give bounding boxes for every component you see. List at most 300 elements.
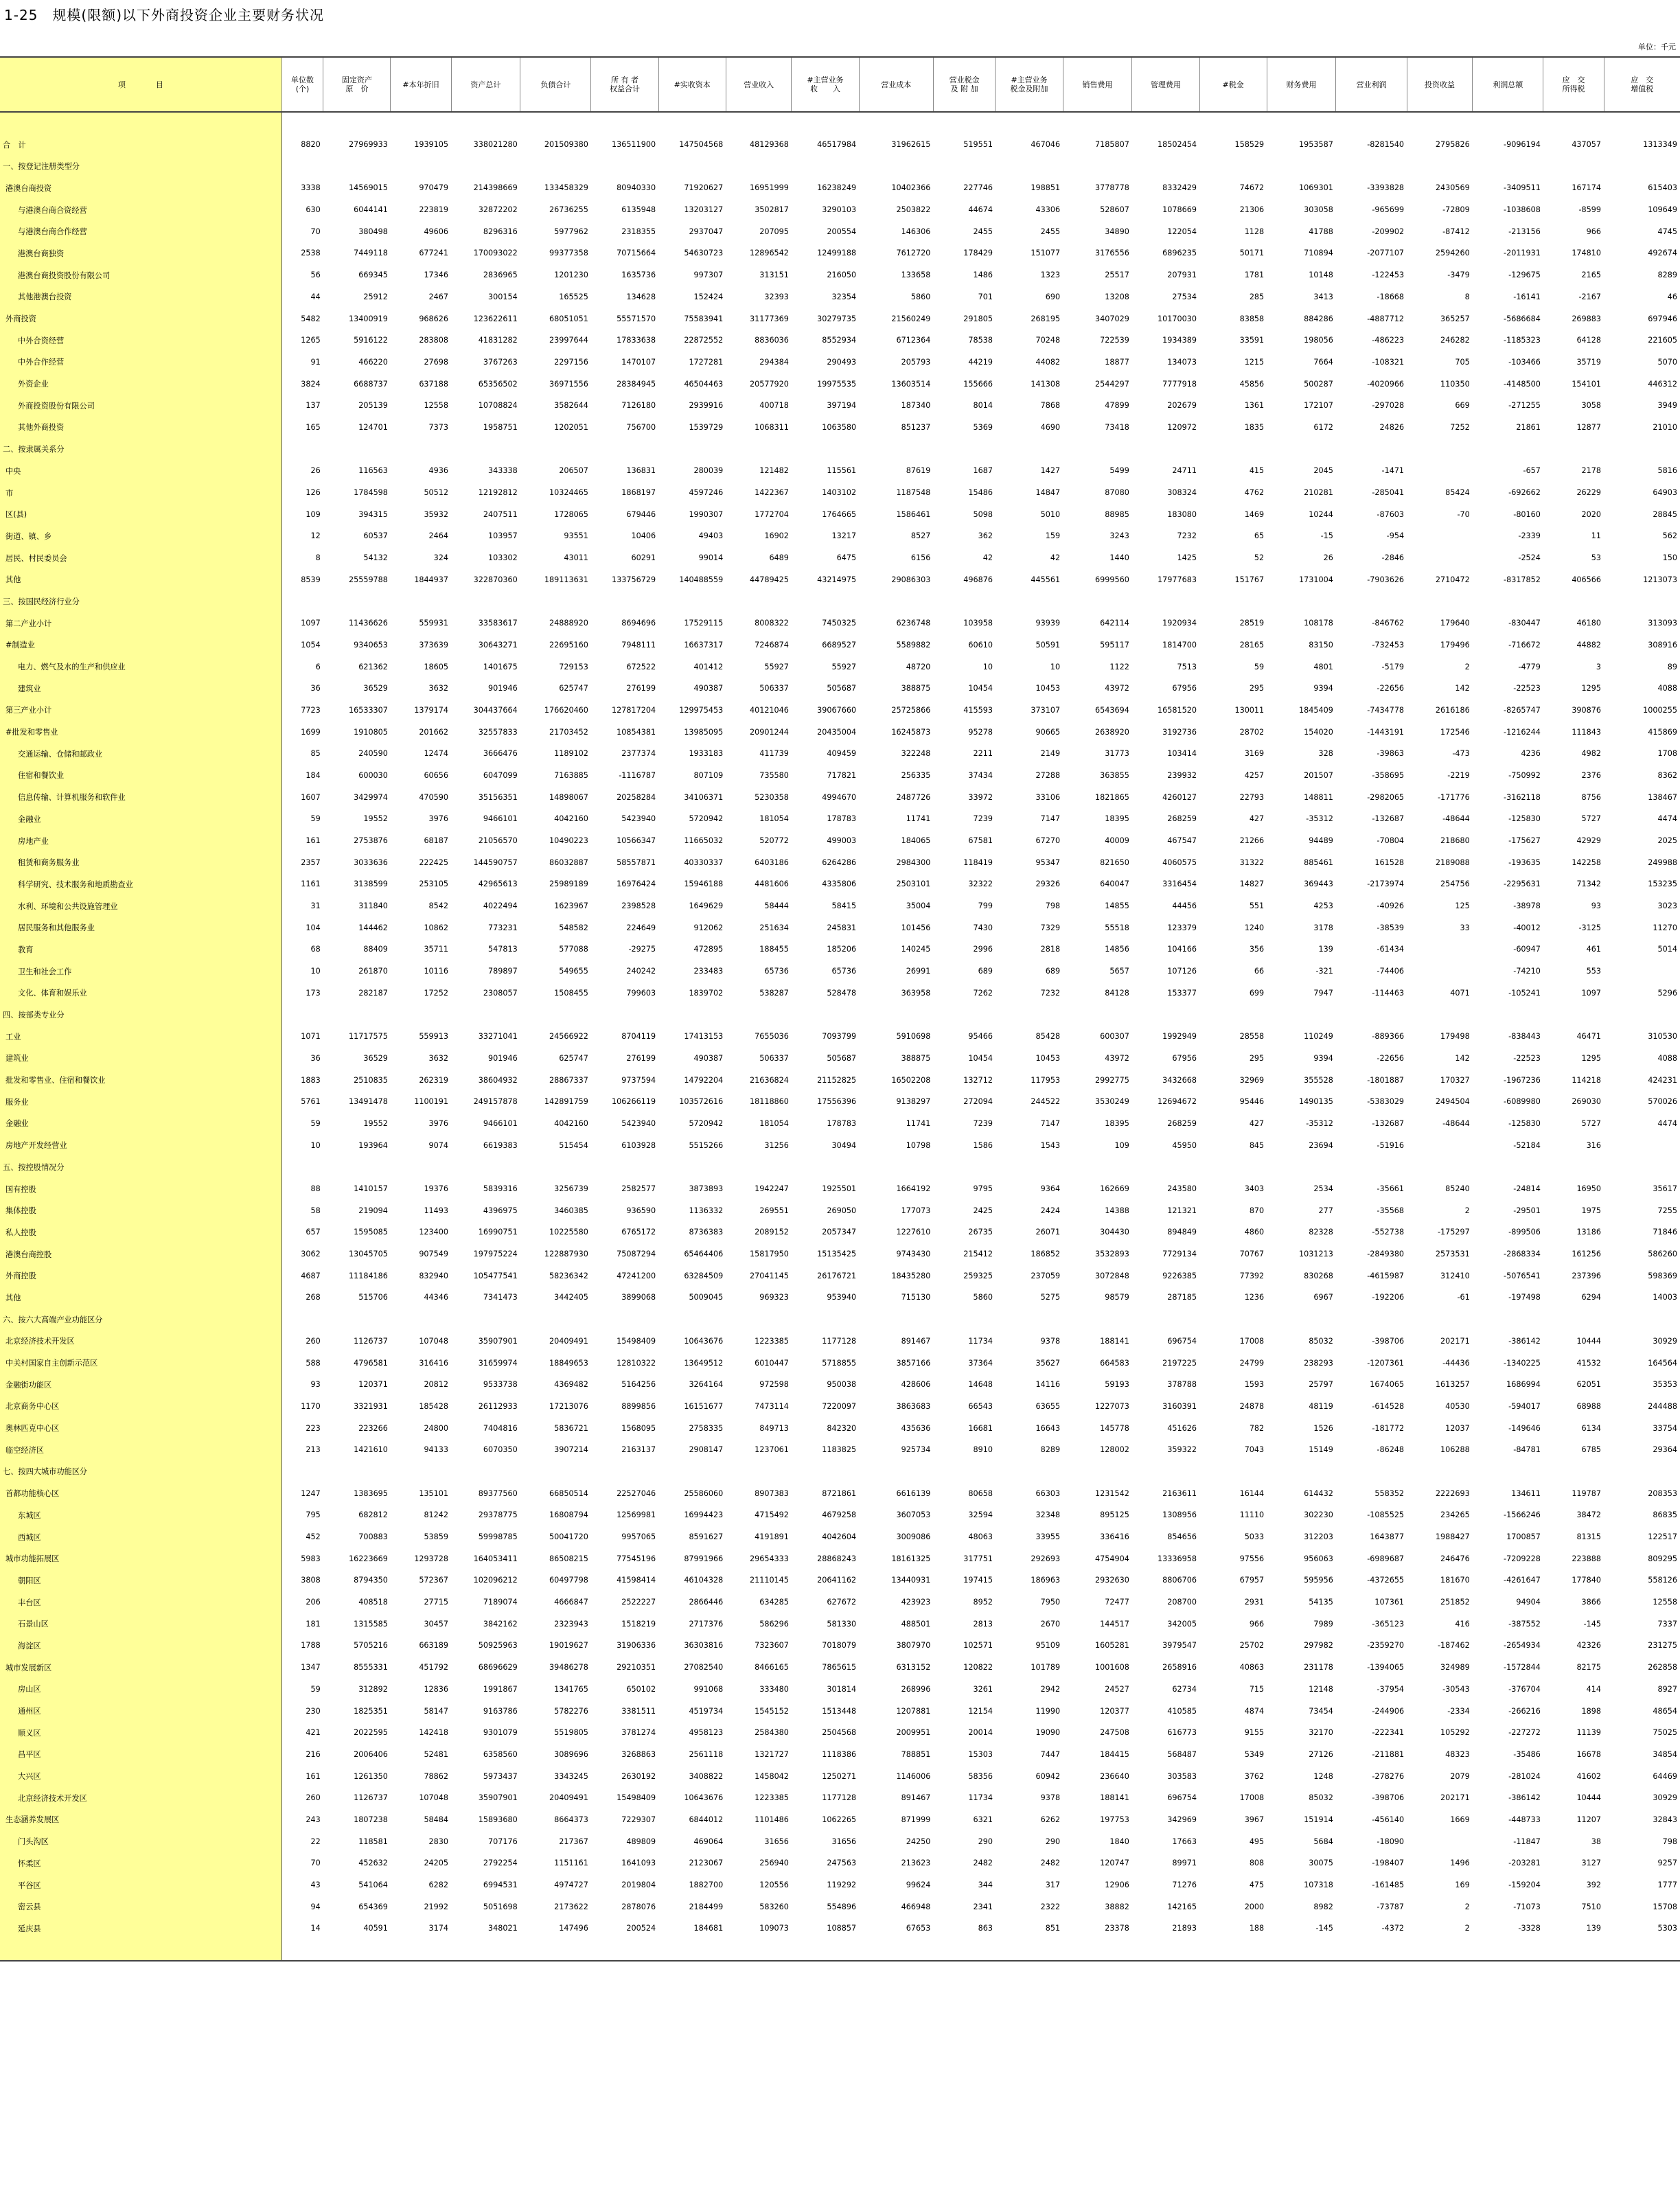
table-cell [1604,1004,1680,1026]
table-cell: 291805 [963,314,993,323]
table-cell: -4372 [1381,1924,1405,1933]
table-row [0,1852,1680,1874]
table-cell: 7252 [1450,422,1470,432]
table-cell: 3778778 [1095,183,1129,193]
table-cell: 595956 [1304,1576,1333,1585]
table-cell: 625747 [559,1053,588,1063]
table-cell: 99624 [906,1880,931,1890]
table-cell: 308324 [1167,488,1197,498]
table-cell [658,155,726,177]
table-cell: 400718 [759,401,789,411]
table-cell: 24799 [1239,1358,1265,1368]
table-cell: 3192736 [1162,727,1197,737]
table-cell: 197415 [963,1576,993,1585]
table-cell: 2123067 [689,1859,724,1868]
table-cell [281,1004,323,1026]
table-cell: 2211 [973,749,993,759]
table-cell: 1189102 [554,749,588,759]
table-cell: 294384 [759,357,789,367]
table-cell: 107048 [419,1793,449,1803]
table-cell: 30279735 [817,314,857,323]
table-cell: 795 [306,1510,321,1520]
table-cell [726,1004,792,1026]
table-cell: 6489 [769,553,789,563]
table-cell: 2984300 [896,858,931,867]
table-cell: 11734 [968,1336,993,1346]
table-row [0,1069,1680,1091]
table-cell: 80940330 [617,183,656,193]
table-cell: 2165 [1581,271,1602,280]
table-cell: 5303 [1657,1924,1677,1933]
table-cell: 2 [1464,1206,1470,1215]
table-cell: 1236 [1244,1293,1265,1302]
table-cell: 925734 [901,1445,931,1455]
table-cell: 365257 [1440,314,1470,323]
table-row [0,1548,1680,1569]
table-cell: 452 [306,1532,321,1542]
table-cell: 729153 [559,662,588,671]
table-cell: 2019804 [621,1880,656,1890]
row-label: 密云县 [0,1896,281,1918]
table-cell: 12154 [968,1706,993,1716]
table-cell: 3009086 [896,1532,931,1542]
table-cell: 6172 [1313,422,1333,432]
table-cell: -1038608 [1504,205,1541,215]
table-cell [1407,155,1473,177]
table-cell: -3393828 [1367,183,1405,193]
table-cell: 256335 [901,770,931,780]
table-cell: 2538 [301,249,321,258]
table-cell: 1772704 [755,509,789,519]
table-cell: 197753 [1100,1815,1129,1824]
row-label: 与港澳台商合资经营 [0,199,281,221]
table-cell: 5051698 [483,1902,518,1911]
table-cell: 2594260 [1435,249,1470,258]
table-cell: 295 [1249,684,1265,693]
table-row [0,308,1680,330]
table-cell: 13217 [831,531,857,541]
table-cell [1199,1461,1267,1483]
table-cell: 16902 [764,531,789,541]
row-label [0,112,281,134]
table-cell: 1201230 [554,271,588,280]
table-cell: 77545196 [617,1554,656,1563]
table-cell: 86508215 [549,1554,588,1563]
table-cell: -125830 [1508,814,1541,824]
row-label: 信息传输、计算机服务和软件业 [0,786,281,808]
table-cell [591,438,658,460]
table-cell: 16151677 [684,1401,724,1411]
table-cell: 9074 [428,1140,449,1150]
table-cell: -4148500 [1504,379,1541,389]
table-cell: 2932630 [1095,1576,1129,1585]
table-cell: 13649512 [684,1358,724,1368]
table-cell: 65736 [764,967,789,976]
table-cell: 583260 [759,1902,789,1911]
table-cell: 559931 [419,619,449,628]
table-cell: 103414 [1167,749,1197,759]
table-cell: 260 [306,1793,321,1803]
table-row [0,1199,1680,1221]
table-cell [1199,1156,1267,1178]
table-cell: 2222693 [1435,1488,1470,1498]
table-cell: 410585 [1167,1706,1197,1716]
table-cell: 65 [1254,531,1265,541]
table-cell: 35617 [1653,1184,1677,1194]
column-header: 营业成本 [859,57,933,112]
row-label: 房地产开发经营业 [0,1134,281,1156]
table-cell: 83858 [1239,314,1265,323]
table-cell: 31656 [831,1837,857,1846]
table-cell: 85240 [1445,1184,1470,1194]
table-cell: 162669 [1100,1184,1129,1194]
table-cell: 95278 [968,727,993,737]
table-cell [281,1940,323,1962]
table-cell: 588 [306,1358,321,1368]
table-cell: 30929 [1653,1793,1677,1803]
table-cell: 6543694 [1095,705,1129,715]
table-cell: 1545152 [755,1706,789,1716]
table-cell: 414 [1586,1684,1602,1694]
column-header: 所 有 者 权益合计 [591,57,658,112]
table-cell: -227272 [1508,1728,1541,1738]
table-cell: 1586 [973,1140,993,1150]
table-cell: 12906 [1105,1880,1129,1890]
table-cell: 11139 [1576,1728,1602,1738]
table-cell: 49606 [424,227,449,236]
row-label: 朝阳区 [0,1569,281,1591]
table-cell: 48063 [968,1532,993,1542]
table-cell: 5349 [1244,1749,1265,1759]
table-cell: -40012 [1513,923,1541,932]
table-cell: 14569015 [348,183,388,193]
table-cell: 31322 [1239,858,1265,867]
table-cell: 467046 [1031,140,1061,150]
table-cell: 3866 [1581,1598,1602,1607]
table-cell: 35004 [906,901,931,911]
table-cell: 308916 [1648,640,1677,649]
table-row [0,1591,1680,1613]
table-cell: 120377 [1100,1706,1129,1716]
table-cell: 3807970 [896,1641,931,1650]
table-cell: 32843 [1653,1815,1677,1824]
table-cell: 1934389 [1162,336,1197,345]
table-cell: 151767 [1234,575,1265,584]
table-cell: -657 [1523,466,1541,476]
table-cell: 170093022 [473,249,518,258]
table-cell: 202171 [1440,1336,1470,1346]
table-cell: 77392 [1239,1271,1265,1280]
table-cell: -70 [1457,509,1470,519]
table-cell: 276199 [626,1053,656,1063]
table-cell: 717821 [827,770,857,780]
table-cell: 105292 [1440,1728,1470,1738]
row-label: 第三产业小计 [0,700,281,722]
table-cell: 845 [1249,1140,1265,1150]
table-row [0,568,1680,590]
table-cell: 303583 [1167,1771,1197,1781]
table-cell: 10862 [424,923,449,932]
table-cell: 33972 [968,792,993,802]
table-cell: 1240 [1244,923,1265,932]
table-cell: 24711 [1172,466,1197,476]
table-cell: 1401675 [483,662,518,671]
table-row [0,1809,1680,1831]
table-cell: 2866446 [689,1598,724,1607]
table-cell: 246282 [1440,336,1470,345]
table-cell: 3632 [428,1053,449,1063]
table-cell: 9466101 [483,1118,518,1128]
table-cell: 139 [1318,945,1333,954]
table-cell: 415869 [1648,727,1677,737]
table-cell: 85 [310,749,321,759]
table-cell: 2398528 [621,901,656,911]
table-cell: 21266 [1239,836,1265,846]
table-cell: 158529 [1234,140,1265,150]
table-cell: 78862 [424,1771,449,1781]
table-cell: 10324465 [549,488,588,498]
table-cell: 2464 [428,531,449,541]
table-cell: 44 [310,292,321,301]
table-cell: 33591 [1239,336,1265,345]
table-cell: 167174 [1572,183,1602,193]
table-cell: 8756 [1581,792,1602,802]
table-cell [1336,112,1407,134]
table-cell: 1728065 [554,509,588,519]
table-cell: 5727 [1581,1118,1602,1128]
table-cell: 1839702 [689,988,724,998]
table-cell: 630 [306,205,321,215]
table-cell: 52481 [424,1749,449,1759]
table-cell: 35627 [1035,1358,1061,1368]
table-cell: 285 [1249,292,1265,301]
table-cell: 3072848 [1095,1271,1129,1280]
table-cell: 2297156 [554,357,588,367]
table-cell: -35486 [1513,1749,1541,1759]
table-cell: 141308 [1031,379,1061,389]
table-cell: 46104328 [684,1576,724,1585]
table-cell: -74406 [1377,967,1405,976]
table-cell: 88409 [363,945,388,954]
table-cell: 64469 [1653,1771,1677,1781]
table-cell [281,590,323,612]
table-cell: 66303 [1035,1488,1061,1498]
table-cell: 637188 [419,379,449,389]
table-cell: 176620460 [544,705,588,715]
table-cell: 4335806 [822,879,857,889]
table-cell: 28558 [1239,1032,1265,1042]
table-cell: 25797 [1309,1380,1333,1390]
table-cell [933,1940,996,1962]
table-cell: 6135948 [621,205,656,215]
table-cell: 3 [1596,662,1602,671]
row-label: 房山区 [0,1679,281,1701]
table-cell: 5839316 [483,1184,518,1194]
table-cell: 1227073 [1095,1401,1129,1411]
table-cell: 9394 [1313,1053,1333,1063]
table-cell [451,438,520,460]
table-cell: 1821865 [1095,792,1129,802]
table-cell: 342969 [1167,1815,1197,1824]
table-row [0,330,1680,352]
table-cell: 469064 [693,1837,724,1846]
table-cell [1199,155,1267,177]
table-cell: 362 [978,531,993,541]
table-cell [859,590,933,612]
table-cell: 1403102 [822,488,857,498]
table-cell [391,1461,451,1483]
table-cell: 1237061 [755,1445,789,1455]
table-row [0,1461,1680,1483]
table-cell [1407,112,1473,134]
table-cell: 8466165 [755,1663,789,1672]
table-cell: 67956 [1172,1053,1197,1063]
table-cell: 2878076 [621,1902,656,1911]
table-cell: 272094 [963,1097,993,1107]
table-cell: -3162118 [1504,792,1541,802]
table-cell: -5076541 [1504,1271,1541,1280]
table-cell: 32322 [968,879,993,889]
table-cell: 251852 [1440,1598,1470,1607]
table-cell: 4088 [1657,1053,1677,1063]
table-cell: 1379174 [414,705,449,715]
table-cell: -2173974 [1367,879,1405,889]
table-cell: -448733 [1508,1815,1541,1824]
table-row [0,1918,1680,1940]
table-cell: 1731004 [1299,575,1333,584]
table-cell: 42965613 [478,879,518,889]
table-cell [1336,590,1407,612]
row-label: 港澳台商投资 [0,177,281,199]
table-cell: 1422367 [755,488,789,498]
table-cell: 2942 [1040,1684,1061,1694]
table-cell: 46180 [1576,619,1602,628]
table-cell: -266216 [1508,1706,1541,1716]
table-cell: -7209228 [1504,1554,1541,1563]
table-cell: 5482 [301,314,321,323]
table-cell [520,112,591,134]
table-row [0,395,1680,417]
table-cell: 78538 [968,336,993,345]
table-cell: 901946 [488,684,518,693]
table-cell: 6313152 [896,1663,931,1672]
table-cell: 8539 [301,575,321,584]
table-cell: 3967 [1244,1815,1265,1824]
table-cell: 19090 [1035,1728,1061,1738]
table-cell: 640047 [1100,879,1129,889]
table-cell: 2630192 [621,1771,656,1781]
table-cell: 2197225 [1162,1358,1197,1368]
table-row [0,1026,1680,1048]
table-cell: 9257 [1657,1859,1677,1868]
table-cell: 8362 [1657,770,1677,780]
table-cell: 406566 [1572,575,1602,584]
table-cell: 1308956 [1162,1510,1197,1520]
table-cell [451,590,520,612]
table-cell: 4088 [1657,684,1677,693]
table-cell: 5761 [301,1097,321,1107]
table-cell: 1883 [301,1075,321,1085]
table-cell: 218680 [1440,836,1470,846]
table-cell: 313151 [759,271,789,280]
table-cell: 9155 [1244,1728,1265,1738]
table-cell [996,112,1063,134]
table-cell: 317751 [963,1554,993,1563]
table-cell: 6294 [1581,1293,1602,1302]
table-cell: 7329 [1040,923,1061,932]
table-cell: 36529 [363,684,388,693]
table-cell: 475 [1249,1880,1265,1890]
table-cell: -125830 [1508,1118,1541,1128]
table-cell: 95109 [1035,1641,1061,1650]
table-cell: 30075 [1309,1859,1333,1868]
row-label: 其他 [0,1287,281,1309]
table-cell: 936590 [626,1206,656,1215]
table-cell: 2937047 [689,227,724,236]
table-cell [792,1461,859,1483]
table-cell: 380498 [358,227,388,236]
table-cell: 14898067 [549,792,588,802]
table-cell: 60610 [968,640,993,649]
table-cell: -594017 [1508,1401,1541,1411]
table-cell: 490387 [693,1053,724,1063]
table-cell: 5657 [1109,967,1129,976]
row-label: 昌平区 [0,1744,281,1766]
table-cell: 8952 [973,1598,993,1607]
table-cell: 505687 [827,684,857,693]
table-cell: 142418 [419,1728,449,1738]
table-cell: 3842162 [483,1619,518,1629]
table-cell: 348021 [488,1924,518,1933]
table-cell: 87080 [1105,488,1129,498]
table-cell: 126 [306,488,321,498]
table-cell: 21110145 [749,1576,789,1585]
table-cell: 223 [306,1423,321,1433]
table-cell [1063,1156,1132,1178]
table-cell: 186852 [1031,1250,1061,1259]
table-cell: 3607053 [896,1510,931,1520]
table-cell: 9138297 [896,1097,931,1107]
table-cell [591,1309,658,1331]
table-cell: 488501 [901,1619,931,1629]
table-cell: 170327 [1440,1075,1470,1085]
table-cell: 236640 [1100,1771,1129,1781]
table-cell: 123622611 [473,314,518,323]
table-cell: 198056 [1304,336,1333,345]
table-cell [1267,1004,1336,1026]
table-cell: 26736255 [549,205,588,215]
table-cell: 6262 [1040,1815,1061,1824]
table-cell: 71342 [1576,879,1602,889]
table-cell: 169 [1455,1880,1470,1890]
table-cell: 13203127 [684,205,724,215]
table-cell: 43 [310,1880,321,1890]
table-cell: -2982065 [1367,792,1405,802]
table-cell: 970479 [419,183,449,193]
table-cell: 153377 [1167,988,1197,998]
table-cell [658,1461,726,1483]
table-cell: 101456 [901,923,931,932]
table-cell: 58236342 [549,1271,588,1280]
table-cell: 93 [1591,901,1602,911]
table-cell: 1361 [1244,401,1265,411]
table-cell: 6403186 [755,858,789,867]
table-cell: 72477 [1105,1598,1129,1607]
table-cell: 5860 [910,292,931,301]
table-row [0,373,1680,395]
table-cell: -4779 [1518,662,1541,671]
table-cell: 1605281 [1095,1641,1129,1650]
